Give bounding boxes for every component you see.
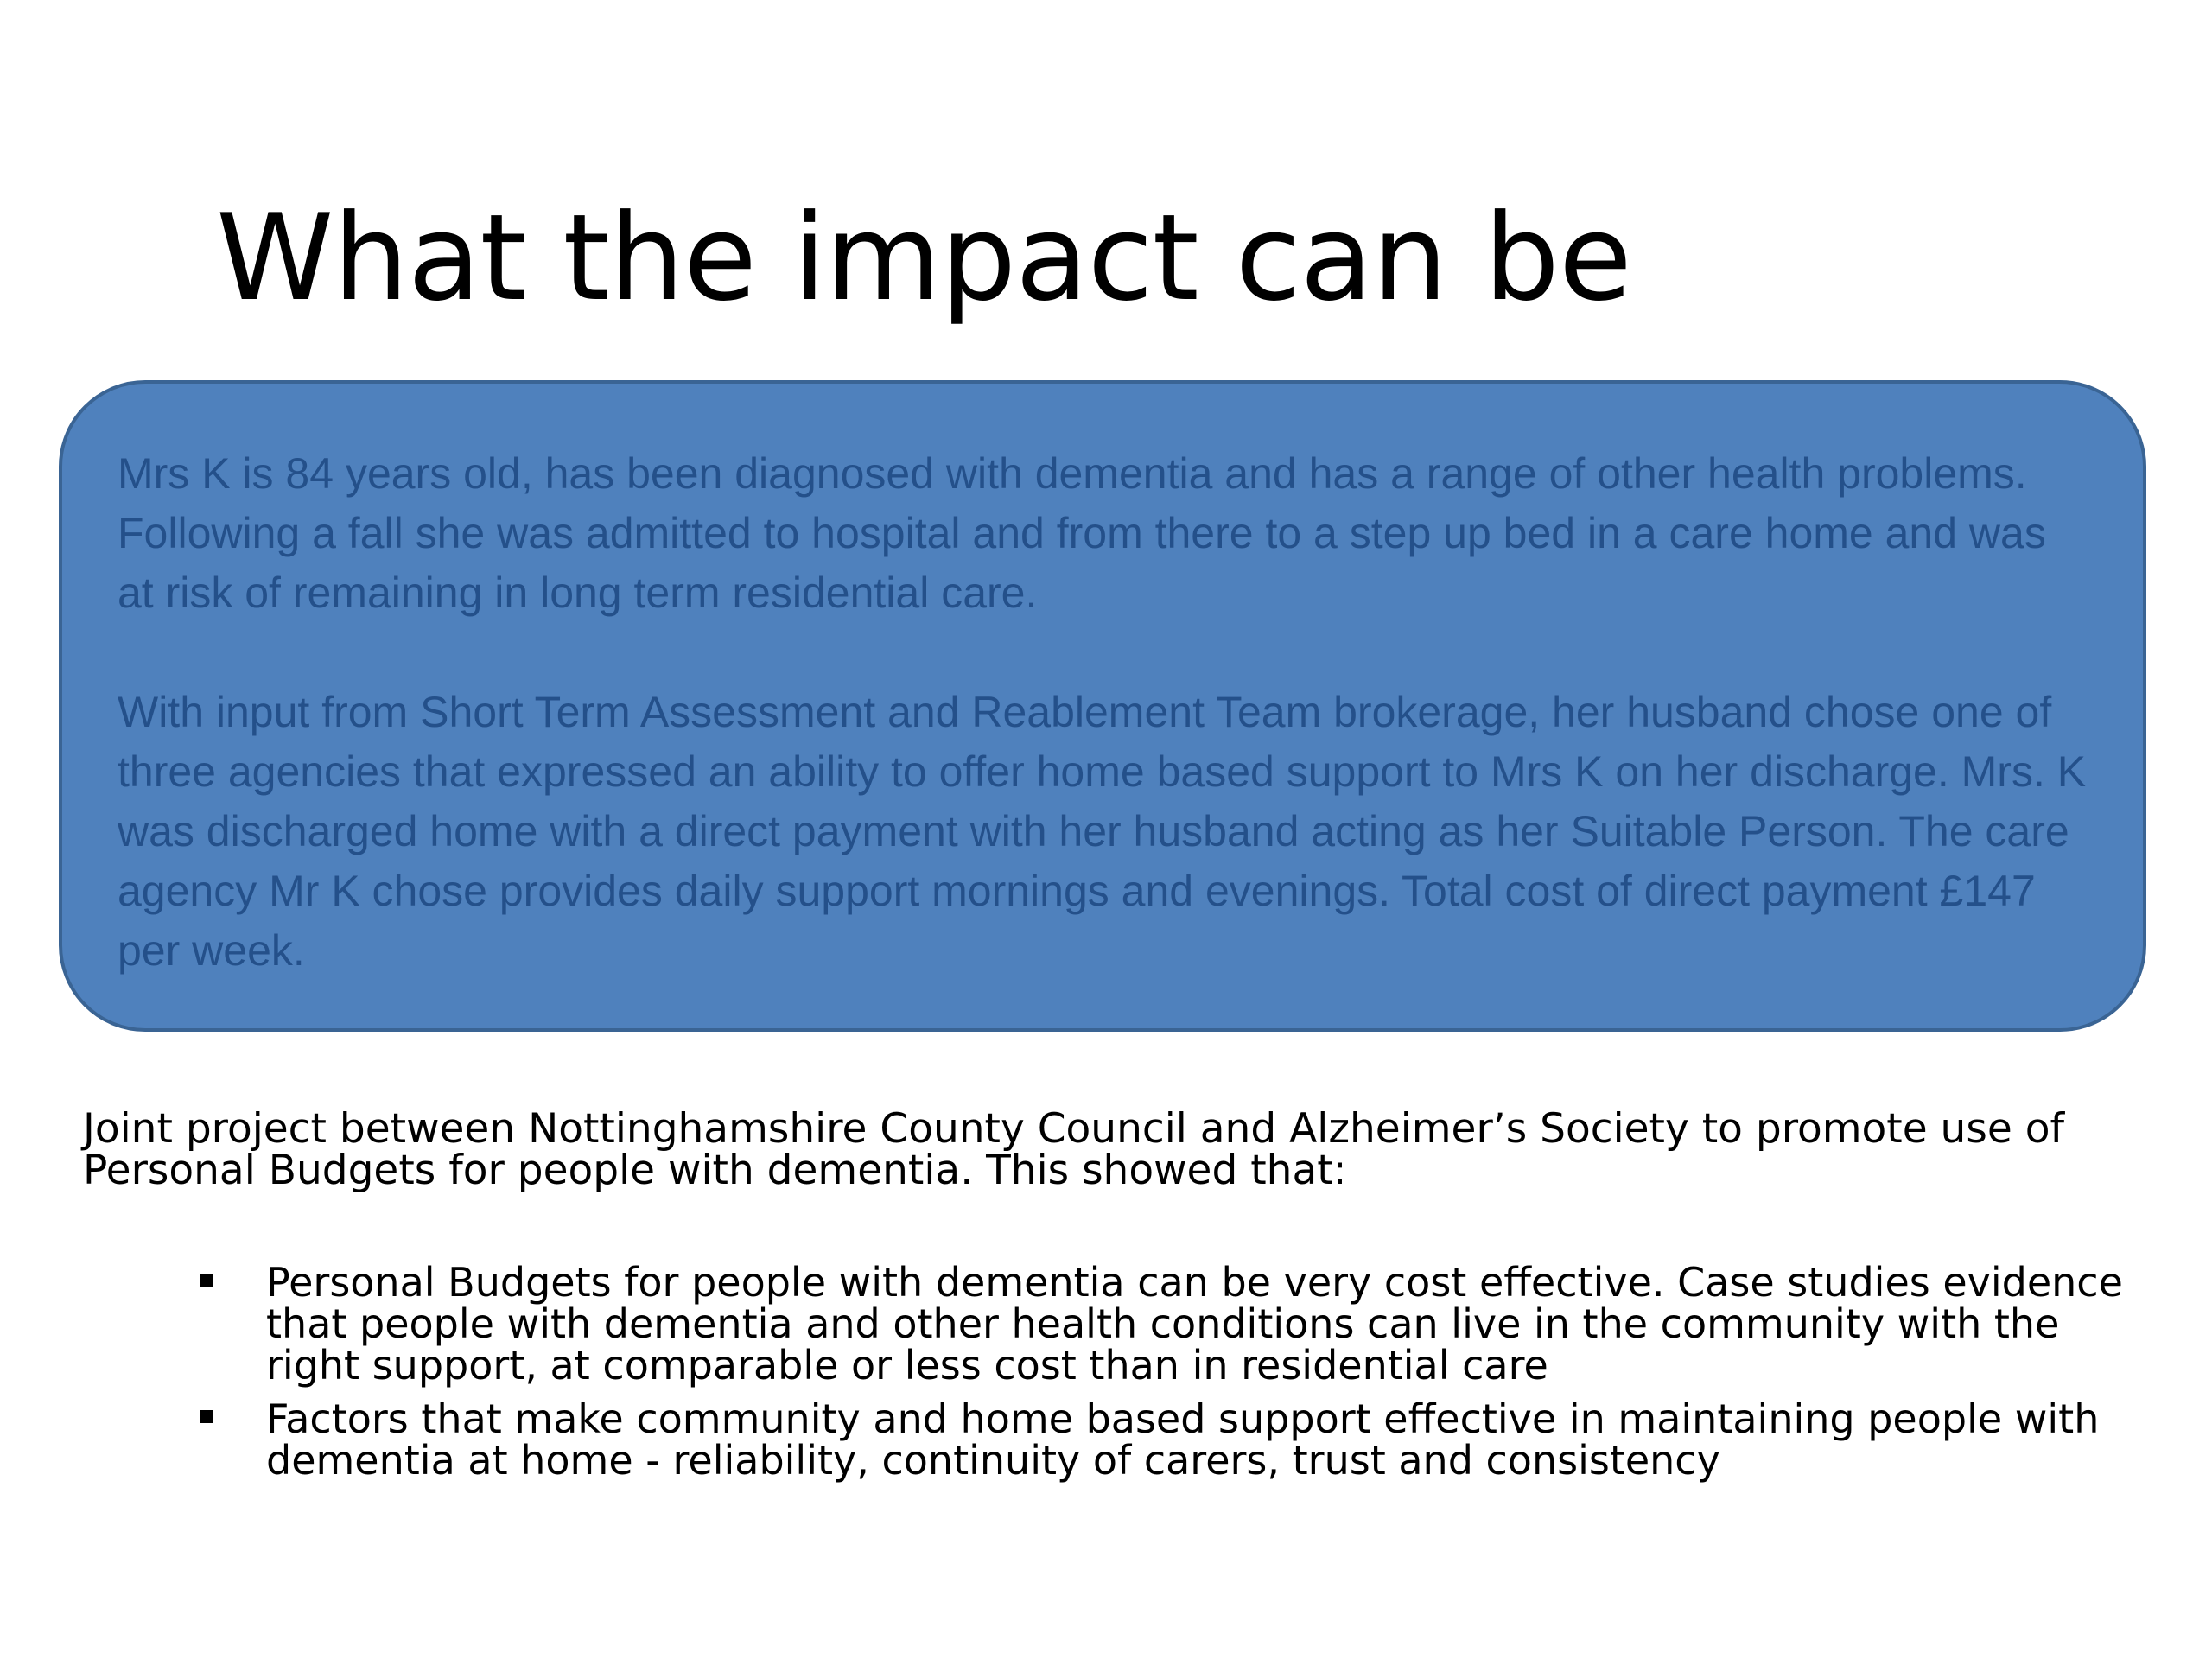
- case-study-paragraph-1: Mrs K is 84 years old, has been diagnosed with dementia and has a range of other health problems. Following a fall she was admitted to hospital and from there to a step up bed in a care home and was at risk of remaining in long term residential care.: [118, 449, 2046, 617]
- findings-list: [200, 1259, 2136, 1493]
- square-bullet-icon: [200, 1274, 213, 1287]
- case-study-paragraph-2: With input from Short Term Assessment and Reablement Team brokerage, her husband chose one of three agencies that expressed an ability to offer home based support to Mrs K on her discharge. Mrs. K was discharged home with a direct payment with her husband acting as her Suitable Person. The care agency Mr K chose provides daily support mornings and evenings. Total cost of direct payment £147 per week.: [118, 688, 2087, 975]
- finding-text-1: Personal Budgets for people with dementia can be very cost effective. Case studies evidence that people with dementia and other health conditions can live in the community with the right support, at comparable or less cost than in residential care: [266, 1259, 2123, 1389]
- finding-text-2: Factors that make community and home based support effective in maintaining people with dementia at home - reliability, continuity of carers, trust and consistency: [266, 1395, 2100, 1484]
- project-intro-text: Joint project between Nottinghamshire County Council and Alzheimer’s Society to promote use of Personal Budgets for people with dementia. This showed that:: [83, 1105, 2064, 1194]
- findings-list-item: [200, 1259, 2136, 1389]
- square-bullet-icon: [200, 1410, 213, 1423]
- findings-list-item: [200, 1395, 2136, 1484]
- case-study-box: [59, 380, 2146, 1032]
- slide-title: What the impact can be: [216, 188, 1631, 327]
